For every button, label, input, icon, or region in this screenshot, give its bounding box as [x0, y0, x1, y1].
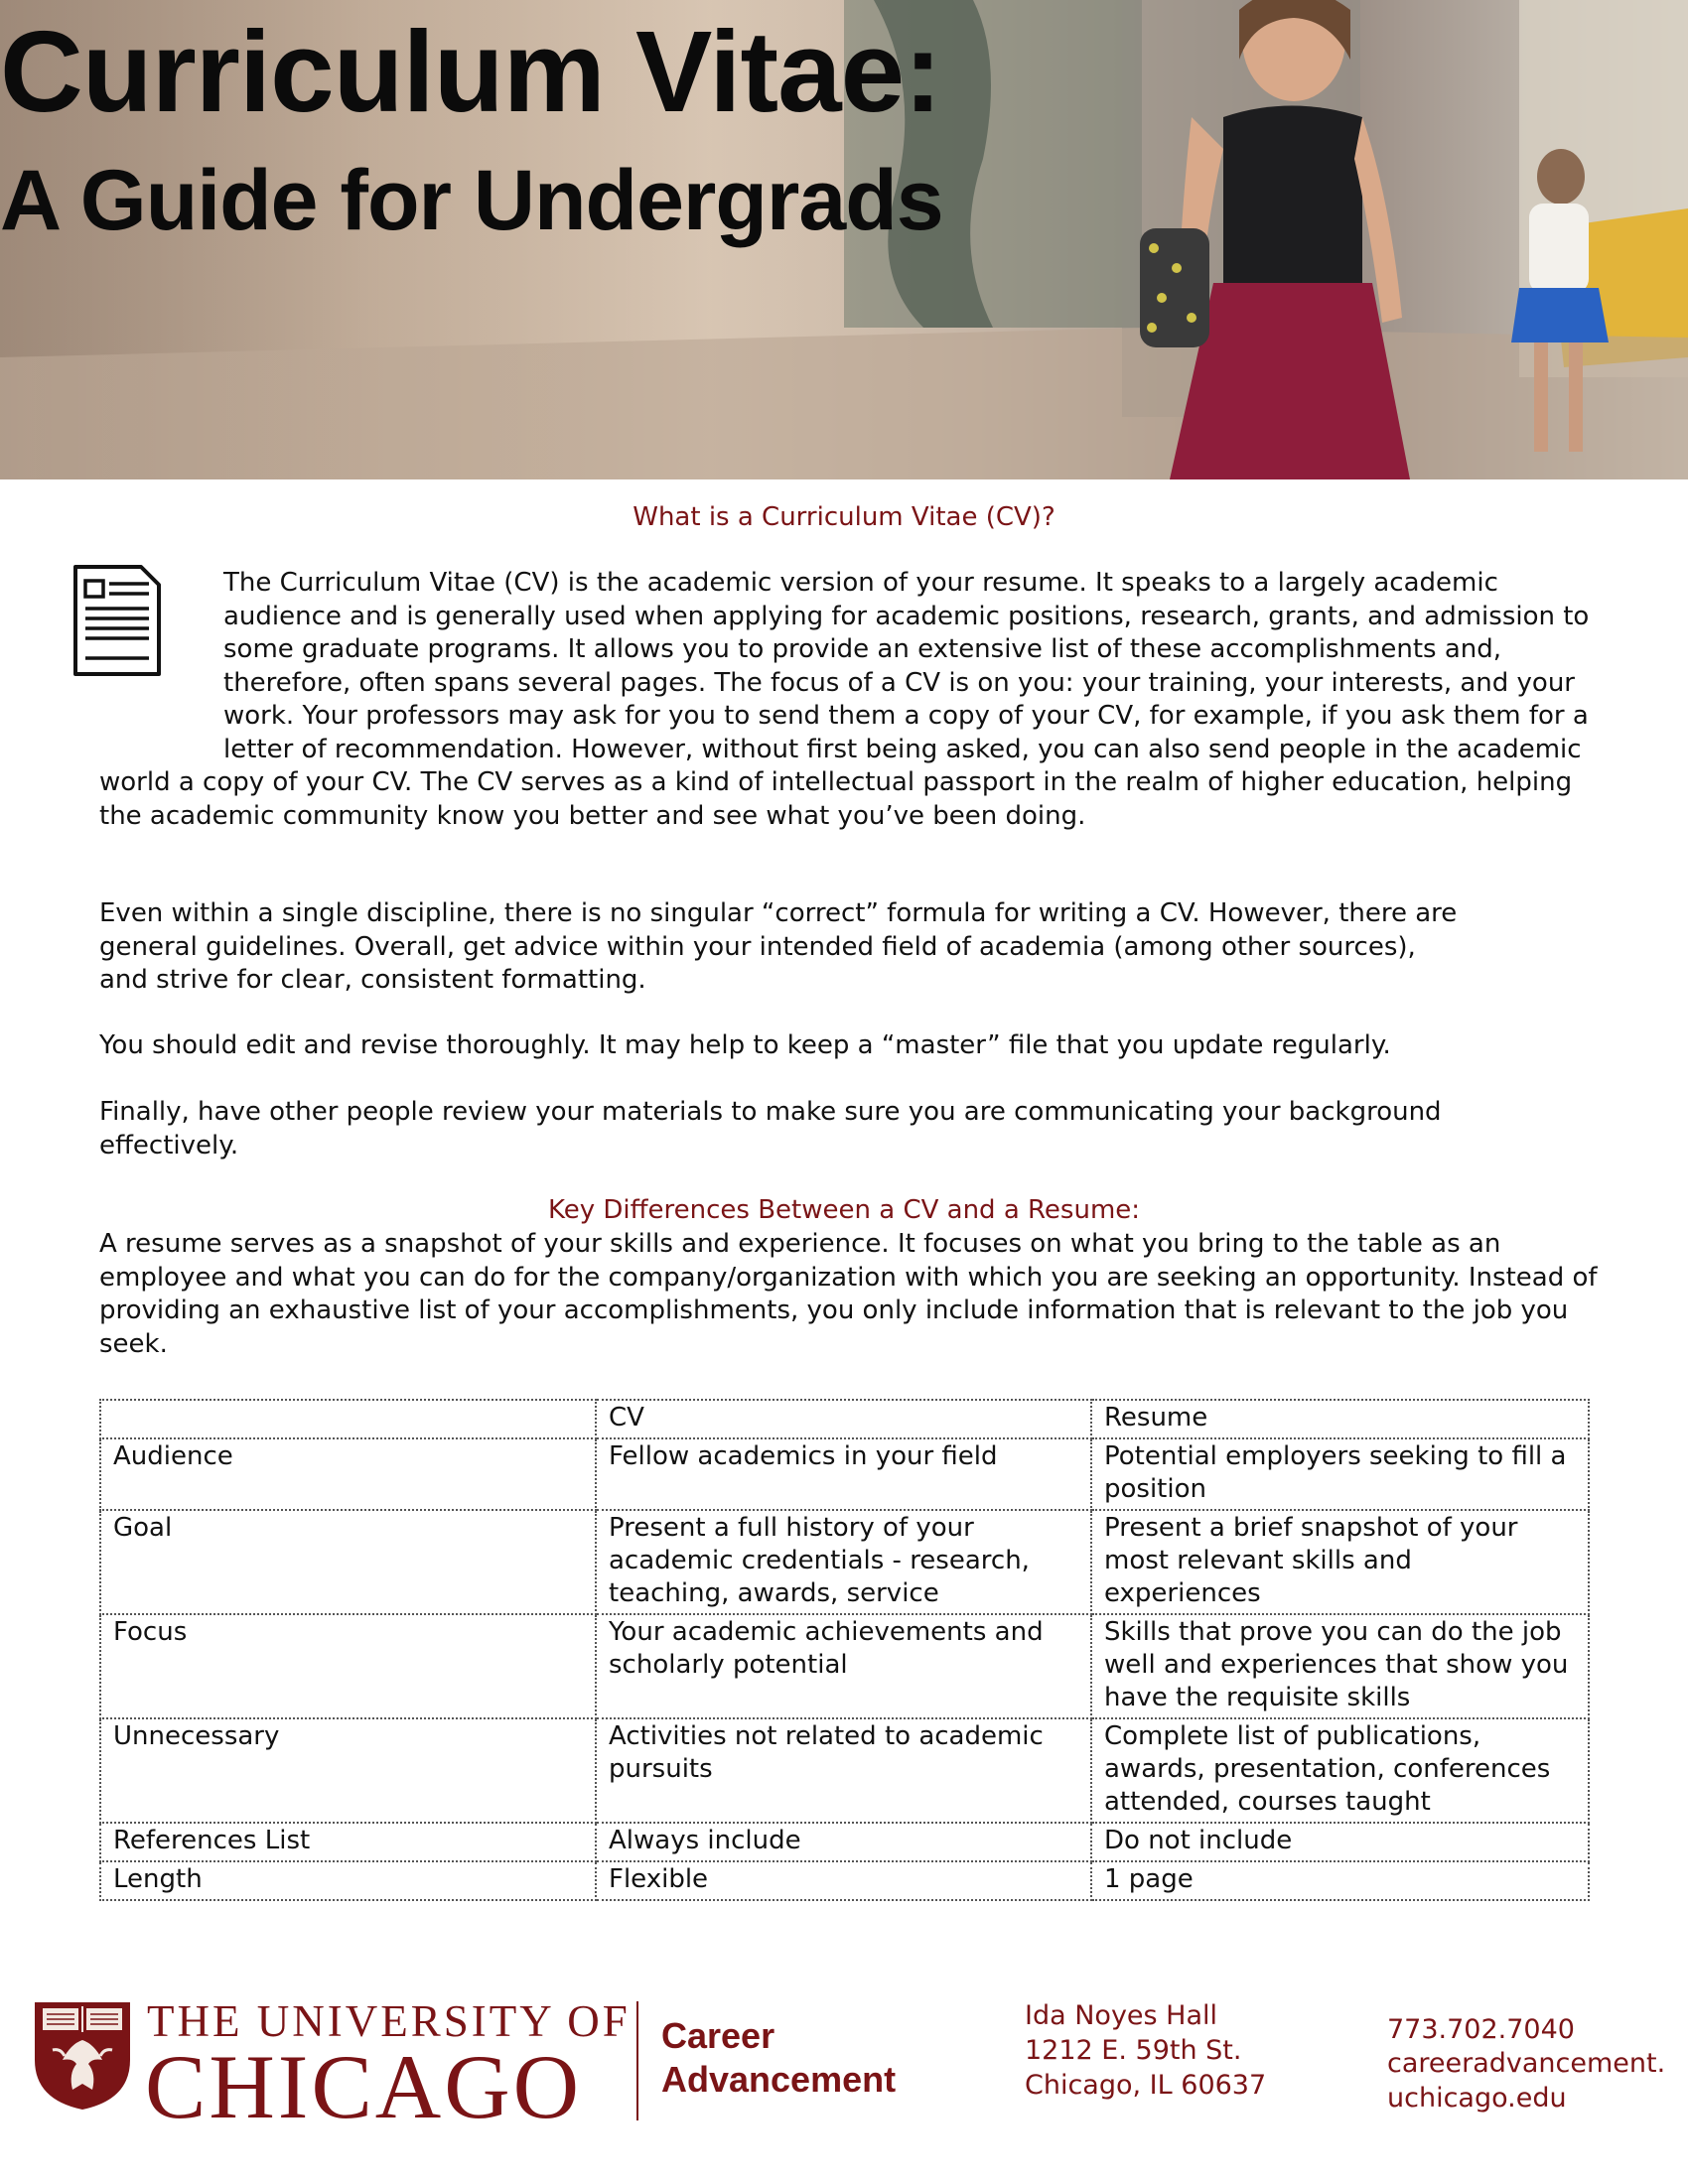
table-row-label: Unnecessary: [100, 1718, 596, 1823]
table-cell-cv: Your academic achievements and scholarly potential: [596, 1614, 1091, 1718]
address-line1: Ida Noyes Hall: [1025, 2000, 1218, 2031]
table-cell-resume: Potential employers seeking to fill a position: [1091, 1438, 1589, 1510]
table-row: [100, 1823, 1589, 1861]
intro-block: [99, 567, 1599, 833]
document-icon-wrapper: [99, 567, 223, 763]
paragraph-guidelines: Even within a single discipline, there is no singular “correct” formula for writing a CV. However, there are general guidelines. Overall, get advice within your intended field of academia (among other sources), and strive for clear, consistent formatting.: [99, 898, 1458, 995]
office-name-line2: Advancement: [661, 2059, 897, 2100]
table-cell-cv: Activities not related to academic pursuits: [596, 1718, 1091, 1823]
paragraph-resume-snapshot: A resume serves as a snapshot of your skills and experience. It focuses on what you bring to the table as an employee and what you can do for the company/organization with which you are seeking an opportunity. Instead of providing an exhaustive list of your accomplishments, you only include information that is relevant to the job you seek.: [99, 1229, 1598, 1359]
document-icon: [71, 537, 171, 702]
table-header-row: [100, 1400, 1589, 1438]
header-banner: [0, 0, 1688, 479]
table-row-label: Length: [100, 1861, 596, 1900]
cv-resume-comparison-table: [99, 1399, 1590, 1901]
table-cell-cv: Always include: [596, 1823, 1091, 1861]
website-link-line1[interactable]: careeradvancement.: [1387, 2048, 1666, 2079]
university-name-line1: THE UNIVERSITY OF: [147, 1996, 631, 2046]
table-cell-resume: Skills that prove you can do the job well and experiences that show you have the requisite skills: [1091, 1614, 1589, 1718]
page-subtitle: A Guide for Undergrads: [0, 153, 943, 248]
table-cell-resume: Present a brief snapshot of your most relevant skills and experiences: [1091, 1510, 1589, 1614]
table-cell-resume: 1 page: [1091, 1861, 1589, 1900]
table-cell-cv: Flexible: [596, 1861, 1091, 1900]
table-row-label: Focus: [100, 1614, 596, 1718]
table-cell-cv: Fellow academics in your field: [596, 1438, 1091, 1510]
paragraph-review: Finally, have other people review your materials to make sure you are communicating your background effectively.: [99, 1097, 1442, 1160]
page-title: Curriculum Vitae:: [0, 7, 941, 136]
footer-divider: [636, 2001, 638, 2120]
section-heading-what-is-cv: What is a Curriculum Vitae (CV)?: [633, 502, 1055, 532]
table-header-cell: CV: [596, 1400, 1091, 1438]
section-heading-key-differences: Key Differences Between a CV and a Resume:: [547, 1195, 1141, 1225]
table-row: [100, 1861, 1589, 1900]
university-seal-icon: [33, 2000, 132, 2112]
intro-paragraph: The Curriculum Vitae (CV) is the academic version of your resume. It speaks to a largely academic audience and is generally used when applying for academic positions, research, grants, and admission to some graduate programs. It allows you to provide an extensive list of these accomplishments and, therefore, often spans several pages. The focus of a CV is on you: your training, your interests, and your work. Your professors may ask for you to send them a copy of your CV, for example, if you ask them for a letter of recommendation. However, without first being asked, you can also send people in the academic world a copy of your CV. The CV serves as a kind of intellectual passport in the realm of higher education, helping the academic community know you better and see what you’ve been doing.: [99, 568, 1590, 831]
table-cell-resume: Complete list of publications, awards, presentation, conferences attended, courses taught: [1091, 1718, 1589, 1823]
table-row: [100, 1510, 1589, 1614]
office-name-line1: Career: [661, 2015, 775, 2056]
table-row-label: Goal: [100, 1510, 596, 1614]
table-row: [100, 1438, 1589, 1510]
website-link-line2[interactable]: uchicago.edu: [1387, 2083, 1567, 2114]
table-row: [100, 1614, 1589, 1718]
table-header-cell: [100, 1400, 596, 1438]
table-cell-cv: Present a full history of your academic credentials - research, teaching, awards, service: [596, 1510, 1091, 1614]
university-name-line2: CHICAGO: [145, 2036, 583, 2137]
phone-number: 773.702.7040: [1387, 2014, 1575, 2045]
table-cell-resume: Do not include: [1091, 1823, 1589, 1861]
footer: [0, 1985, 1688, 2184]
address-line3: Chicago, IL 60637: [1025, 2070, 1267, 2101]
table-row: [100, 1718, 1589, 1823]
address-line2: 1212 E. 59th St.: [1025, 2035, 1242, 2066]
table-row-label: References List: [100, 1823, 596, 1861]
paragraph-edit-revise: You should edit and revise thoroughly. It may help to keep a “master” file that you update regularly.: [99, 1030, 1391, 1060]
table-row-label: Audience: [100, 1438, 596, 1510]
table-header-cell: Resume: [1091, 1400, 1589, 1438]
